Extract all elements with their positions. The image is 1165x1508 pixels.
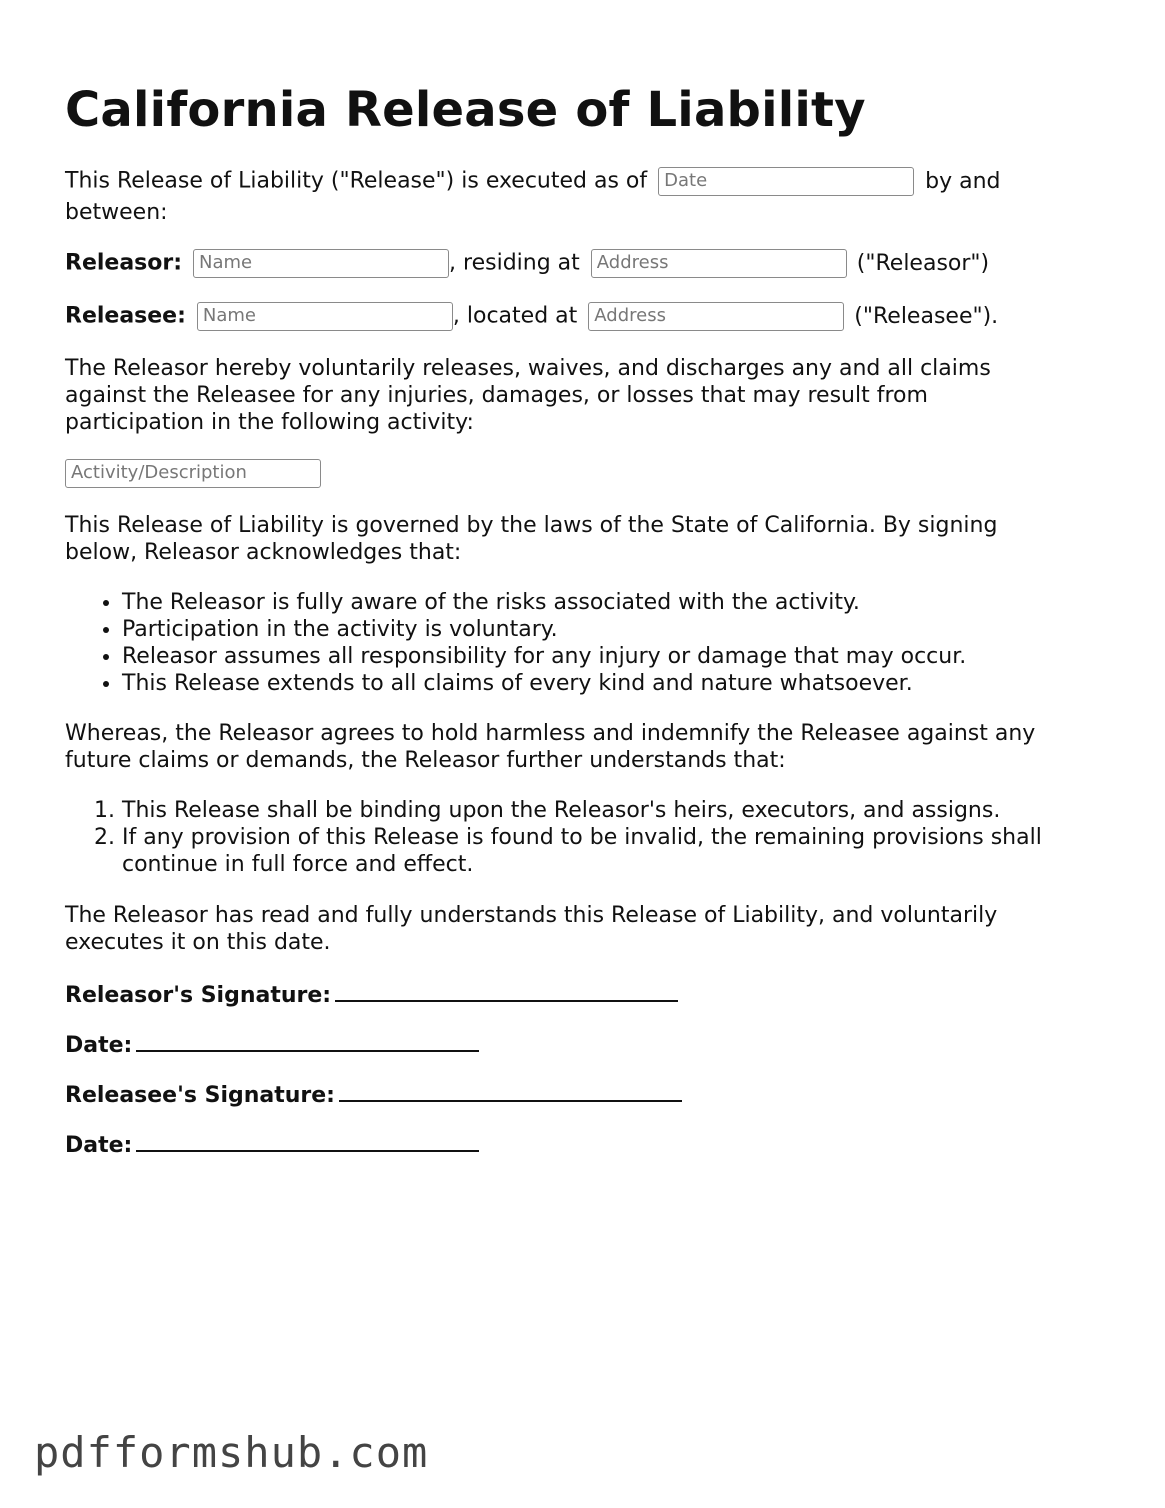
activity-description-field[interactable]: Activity/Description [65, 459, 321, 488]
execution-date-field[interactable]: Date [658, 167, 914, 196]
releasor-suffix: ("Releasor") [856, 250, 990, 276]
releasee-suffix: ("Releasee"). [854, 303, 999, 329]
activity-row [65, 459, 1105, 488]
governing-paragraph-line-1: This Release of Liability is governed by the laws of the State of California. By signing [65, 513, 998, 538]
whereas-paragraph-line-1: Whereas, the Releasor agrees to hold harmless and indemnify the Releasee against any [65, 721, 1036, 746]
releasee-line [65, 302, 1105, 331]
release-paragraph [65, 355, 1105, 436]
releasee-address-field[interactable]: Address [588, 302, 844, 331]
releasee-name-field[interactable]: Name [197, 302, 453, 331]
releasor-line [65, 249, 1105, 278]
intro-text-before: This Release of Liability ("Release") is executed as of [65, 168, 648, 194]
date-row-1 [65, 1030, 479, 1059]
intro-text-after: by and [925, 168, 1001, 194]
list-item: • The Releasor is fully aware of the risks associated with the activity. [122, 589, 1112, 616]
list-item: 1. This Release shall be binding upon the Releasor's heirs, executors, and assigns. [122, 797, 1112, 824]
date-row-2 [65, 1130, 479, 1159]
document-title: California Release of Liability [65, 82, 866, 138]
watermark: pdfformshub.com [34, 1428, 429, 1477]
releasee-label: Releasee: [65, 303, 186, 329]
releasee-signature-label: Releasee's Signature: [65, 1083, 335, 1108]
governing-paragraph [65, 512, 1105, 566]
date-label: Date: [65, 1033, 133, 1058]
closing-paragraph-line-1: The Releasor has read and fully understands this Release of Liability, and voluntarily [65, 903, 998, 928]
list-item: • Releasor assumes all responsibility for any injury or damage that may occur. [122, 643, 1112, 670]
governing-paragraph-line-2: below, Releasor acknowledges that: [65, 540, 462, 565]
list-item: 2. If any provision of this Release is found to be invalid, the remaining provisions shall continue in full force and effect. [122, 824, 1112, 878]
releasor-residing-text: , residing at [449, 250, 580, 276]
releasor-signature-row [65, 980, 678, 1009]
date-signature-line[interactable] [136, 1130, 479, 1152]
intro-text-line2: between: [65, 200, 168, 225]
releasee-signature-row [65, 1080, 682, 1109]
list-item: • Participation in the activity is voluntary. [122, 616, 1112, 643]
release-paragraph-line-3: participation in the following activity: [65, 410, 474, 435]
provision-list [65, 797, 1112, 878]
date-signature-line[interactable] [136, 1030, 479, 1052]
acknowledgement-list [65, 589, 1112, 697]
releasor-label: Releasor: [65, 250, 183, 276]
closing-paragraph-line-2: executes it on this date. [65, 930, 331, 955]
intro-paragraph [65, 167, 1105, 226]
release-paragraph-line-2: against the Releasee for any injuries, damages, or losses that may result from [65, 383, 928, 408]
releasor-name-field[interactable]: Name [193, 249, 449, 278]
release-paragraph-line-1: The Releasor hereby voluntarily releases, waives, and discharges any and all claims [65, 356, 991, 381]
list-item: • This Release extends to all claims of every kind and nature whatsoever. [122, 670, 1112, 697]
closing-paragraph [65, 902, 1105, 956]
releasee-signature-line[interactable] [339, 1080, 682, 1102]
whereas-paragraph [65, 720, 1105, 774]
date-label: Date: [65, 1133, 133, 1158]
releasor-address-field[interactable]: Address [591, 249, 847, 278]
releasor-signature-line[interactable] [335, 980, 678, 1002]
releasee-located-text: , located at [452, 303, 578, 329]
releasor-signature-label: Releasor's Signature: [65, 983, 332, 1008]
whereas-paragraph-line-2: future claims or demands, the Releasor further understands that: [65, 748, 786, 773]
